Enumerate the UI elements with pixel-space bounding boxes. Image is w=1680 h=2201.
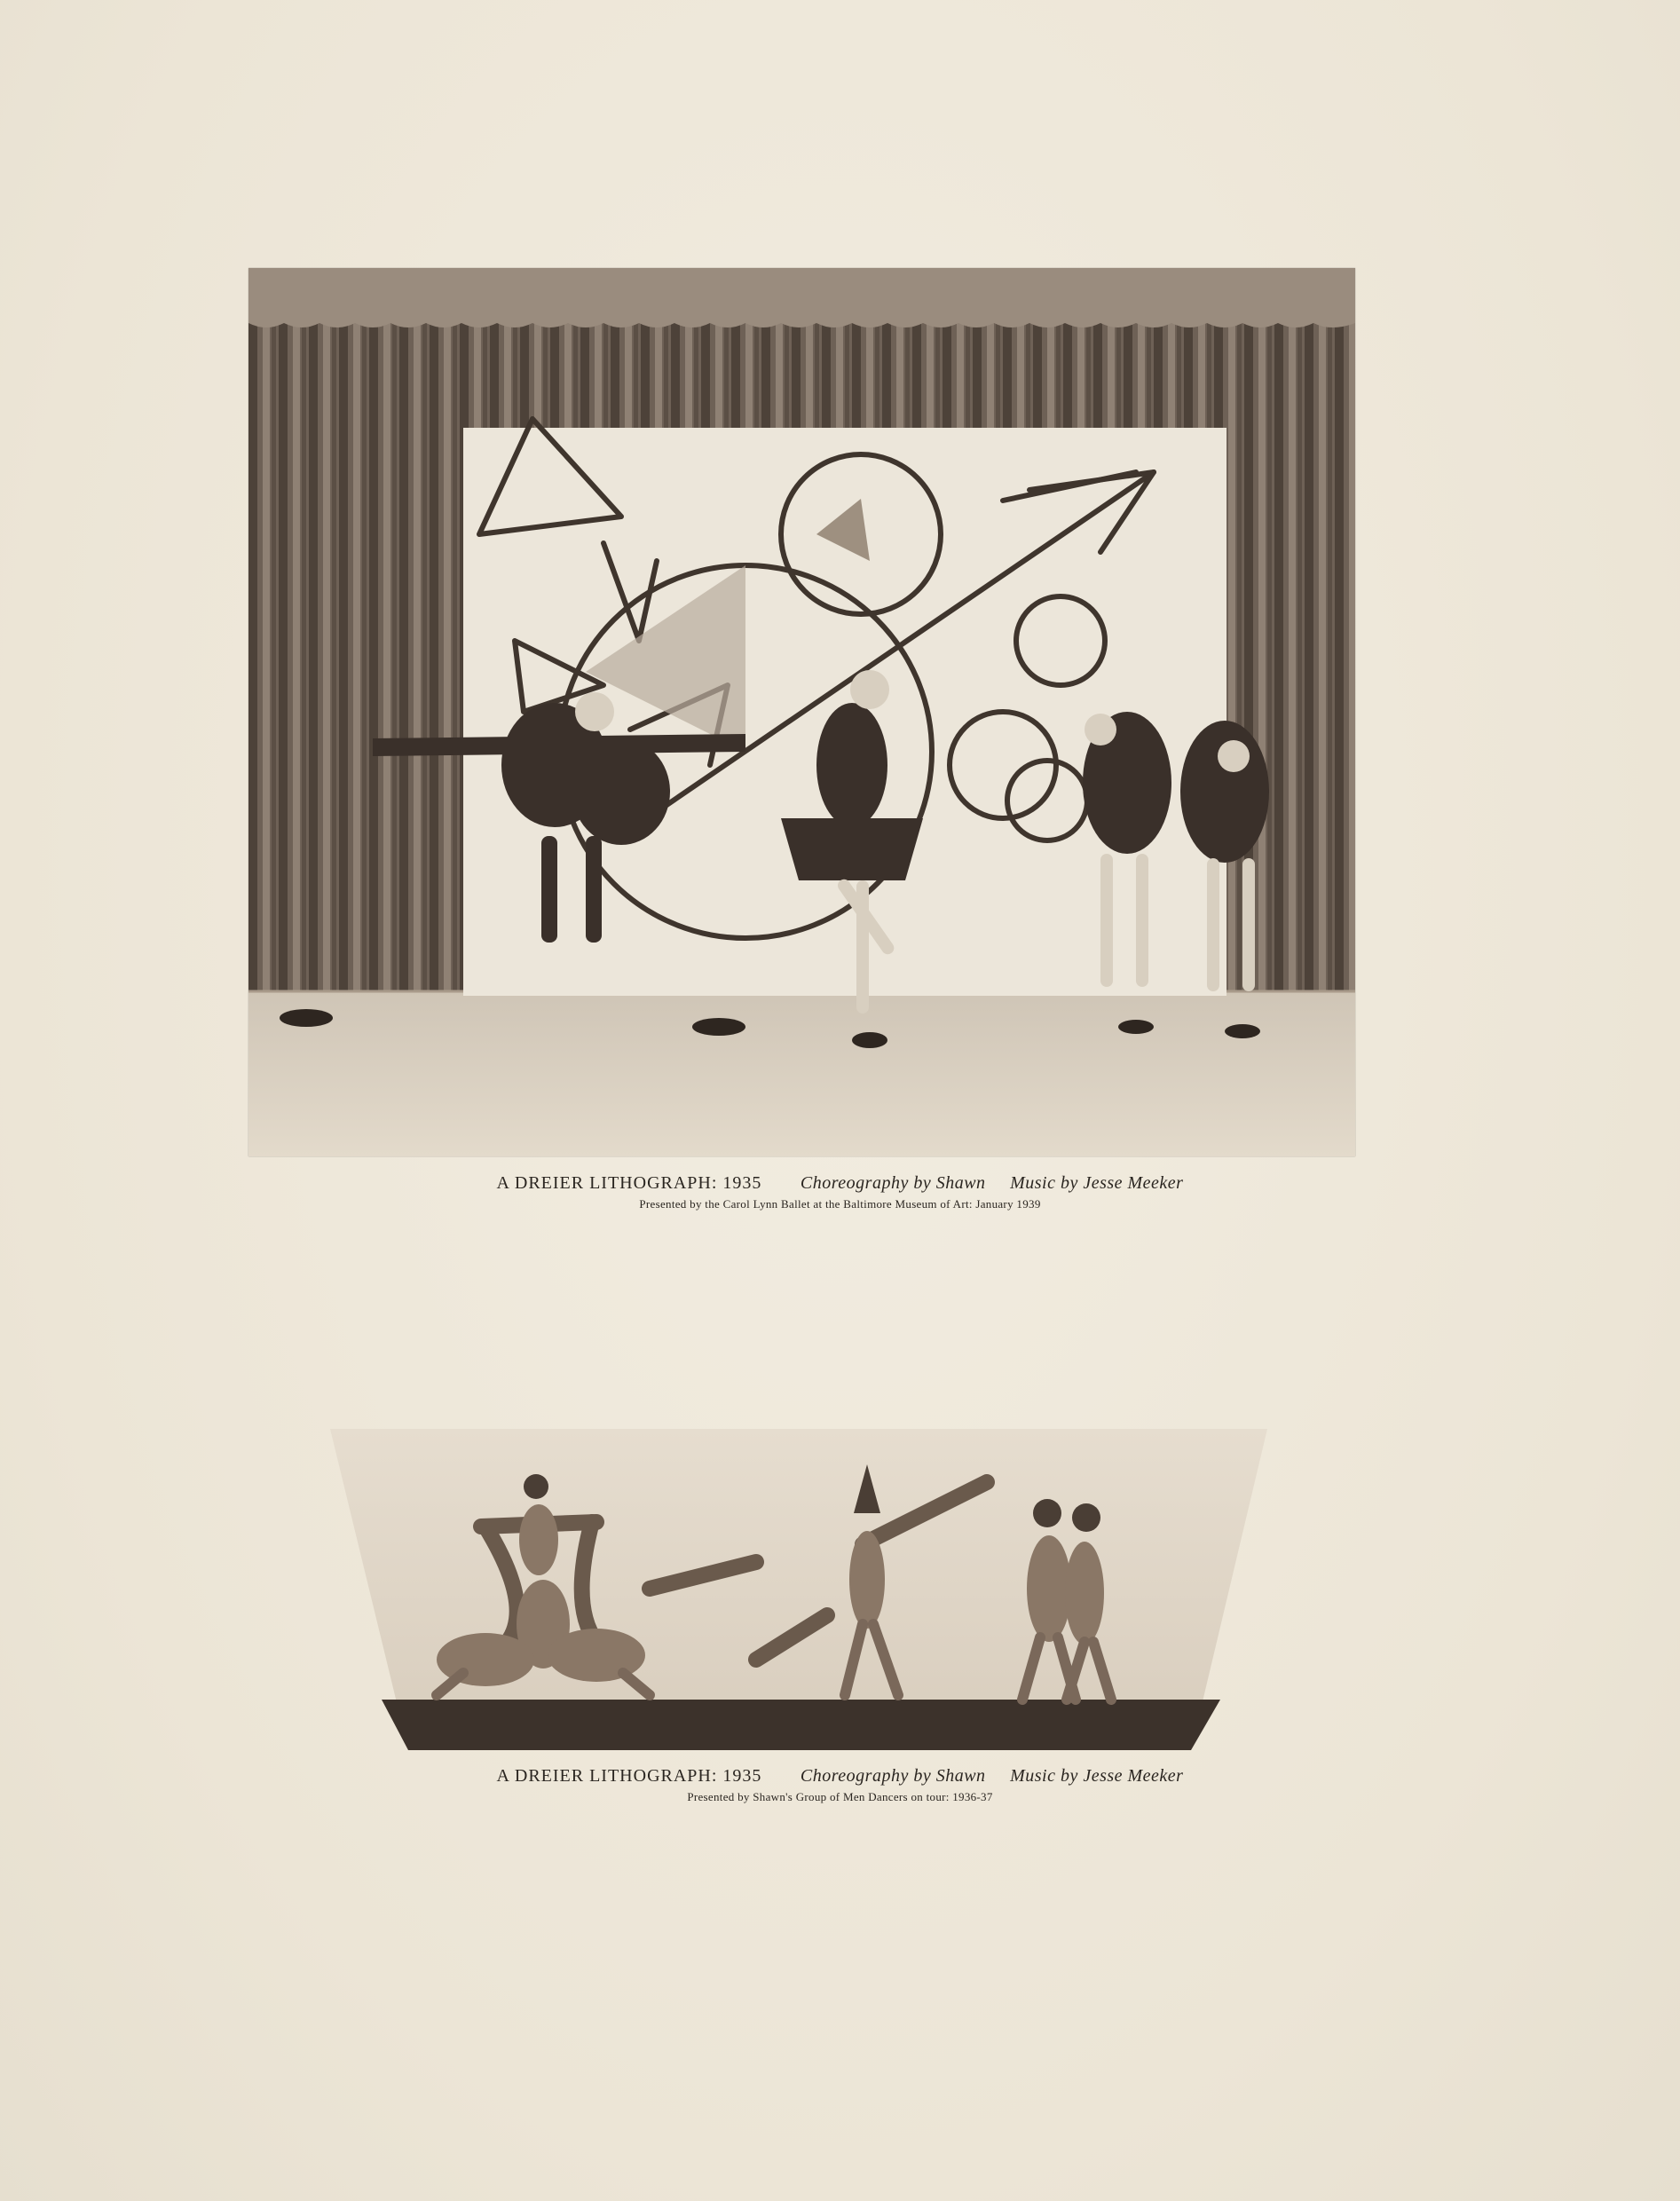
- caption-2-presented: Presented by Shawn's Group of Men Dancers on tour: 1936-37: [687, 1790, 993, 1803]
- caption-2-choreography: Choreography by Shawn: [800, 1766, 986, 1786]
- caption-1-presented: Presented by the Carol Lynn Ballet at the Baltimore Museum of Art: January 1939: [639, 1197, 1041, 1211]
- caption-2-music: Music by Jesse Meeker: [1010, 1766, 1184, 1786]
- caption-2-title: A DREIER LITHOGRAPH: 1935: [496, 1766, 762, 1786]
- caption-1-title: A DREIER LITHOGRAPH: 1935: [496, 1173, 762, 1193]
- photo-shawn-men-dancers: [330, 1429, 1267, 1750]
- caption-1: [0, 1173, 1680, 1211]
- caption-1-choreography: Choreography by Shawn: [800, 1173, 986, 1193]
- photo-carol-lynn-ballet: [248, 268, 1355, 1156]
- caption-2: [0, 1766, 1680, 1804]
- caption-1-music: Music by Jesse Meeker: [1010, 1173, 1184, 1193]
